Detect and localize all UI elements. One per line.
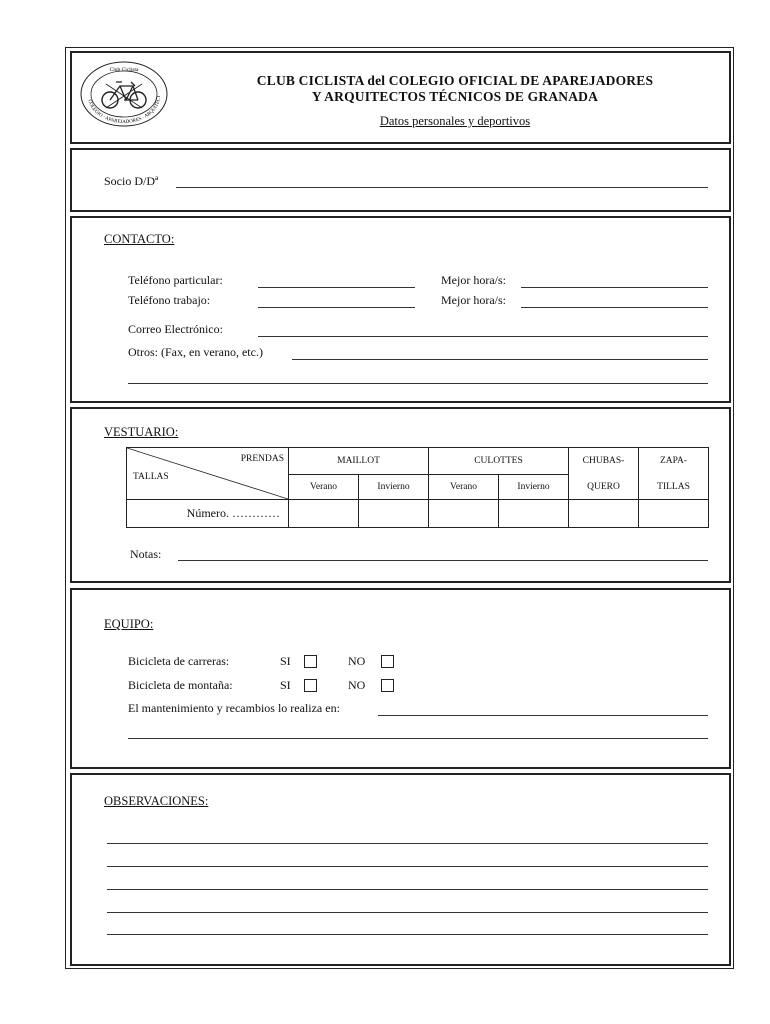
- telefono-trabajo-field[interactable]: [258, 307, 415, 308]
- observaciones-line[interactable]: [107, 912, 708, 913]
- size-culottes-verano[interactable]: [429, 500, 499, 528]
- mantenimiento-field[interactable]: [378, 715, 708, 716]
- montana-si-checkbox[interactable]: [304, 679, 317, 692]
- observaciones-line[interactable]: [107, 934, 708, 935]
- correo-field[interactable]: [258, 336, 708, 337]
- size-maillot-verano[interactable]: [289, 500, 359, 528]
- size-maillot-invierno[interactable]: [359, 500, 429, 528]
- si-label-2: SI: [280, 678, 291, 692]
- logo-ring-text: COLEGIO · APAREJADORES · ARQUITECT: [86, 95, 163, 126]
- contacto-title: CONTACTO:: [104, 232, 175, 246]
- montana-no-checkbox[interactable]: [381, 679, 394, 692]
- zapa-header: ZAPA-: [639, 448, 709, 475]
- no-label-1: NO: [348, 654, 366, 668]
- table-corner-cell: [127, 448, 289, 500]
- mejor-hora-2-field[interactable]: [521, 307, 708, 308]
- otros-field-extra[interactable]: [128, 383, 708, 384]
- header-title-line1: CLUB CICLISTA del COLEGIO OFICIAL DE APAREJADORES: [256, 73, 654, 88]
- header-title-line2: Y ARQUITECTOS TÉCNICOS DE GRANADA: [311, 89, 599, 104]
- culottes-invierno-header: Invierno: [499, 474, 569, 500]
- mejor-hora-1-label: Mejor hora/s:: [441, 273, 506, 287]
- quero-header: QUERO: [569, 474, 639, 500]
- otros-label: Otros: (Fax, en verano, etc.): [128, 345, 263, 359]
- tallas-header: TALLAS: [133, 472, 169, 482]
- socio-field[interactable]: [176, 187, 708, 188]
- mantenimiento-field-extra[interactable]: [128, 738, 708, 739]
- numero-label: Número. …………: [127, 500, 289, 528]
- observaciones-title: OBSERVACIONES:: [104, 794, 209, 808]
- observaciones-line[interactable]: [107, 843, 708, 844]
- size-chubasquero[interactable]: [569, 500, 639, 528]
- no-label-2: NO: [348, 678, 366, 692]
- size-culottes-invierno[interactable]: [499, 500, 569, 528]
- maillot-verano-header: Verano: [289, 474, 359, 500]
- notas-field[interactable]: [178, 560, 708, 561]
- correo-label: Correo Electrónico:: [128, 322, 223, 336]
- tillas-header: TILLAS: [639, 474, 709, 500]
- chubas-header: CHUBAS-: [569, 448, 639, 475]
- carreras-label: Bicicleta de carreras:: [128, 654, 230, 668]
- notas-label: Notas:: [130, 547, 162, 561]
- size-zapatillas[interactable]: [639, 500, 709, 528]
- socio-label: Socio D/Dª: [104, 174, 159, 188]
- equipo-title: EQUIPO:: [104, 617, 154, 631]
- telefono-particular-field[interactable]: [258, 287, 415, 288]
- vestuario-title: VESTUARIO:: [104, 425, 179, 439]
- mejor-hora-1-field[interactable]: [521, 287, 708, 288]
- otros-field[interactable]: [292, 359, 708, 360]
- si-label-1: SI: [280, 654, 291, 668]
- logo-top-text: Club Ciclista: [109, 67, 139, 73]
- montana-label: Bicicleta de montaña:: [128, 678, 233, 692]
- carreras-no-checkbox[interactable]: [381, 655, 394, 668]
- observaciones-line[interactable]: [107, 866, 708, 867]
- telefono-trabajo-label: Teléfono trabajo:: [128, 293, 211, 307]
- vestuario-table: [126, 447, 709, 528]
- mantenimiento-label: El mantenimiento y recambios lo realiza en:: [128, 701, 340, 715]
- maillot-invierno-header: Invierno: [359, 474, 429, 500]
- telefono-particular-label: Teléfono particular:: [128, 273, 223, 287]
- culottes-header: CULOTTES: [429, 448, 569, 475]
- observaciones-line[interactable]: [107, 889, 708, 890]
- mejor-hora-2-label: Mejor hora/s:: [441, 293, 506, 307]
- prendas-header: PRENDAS: [240, 454, 284, 464]
- club-logo: [78, 56, 170, 128]
- culottes-verano-header: Verano: [429, 474, 499, 500]
- maillot-header: MAILLOT: [289, 448, 429, 475]
- socio-section: [70, 148, 731, 212]
- carreras-si-checkbox[interactable]: [304, 655, 317, 668]
- header-subtitle: Datos personales y deportivos: [379, 114, 531, 128]
